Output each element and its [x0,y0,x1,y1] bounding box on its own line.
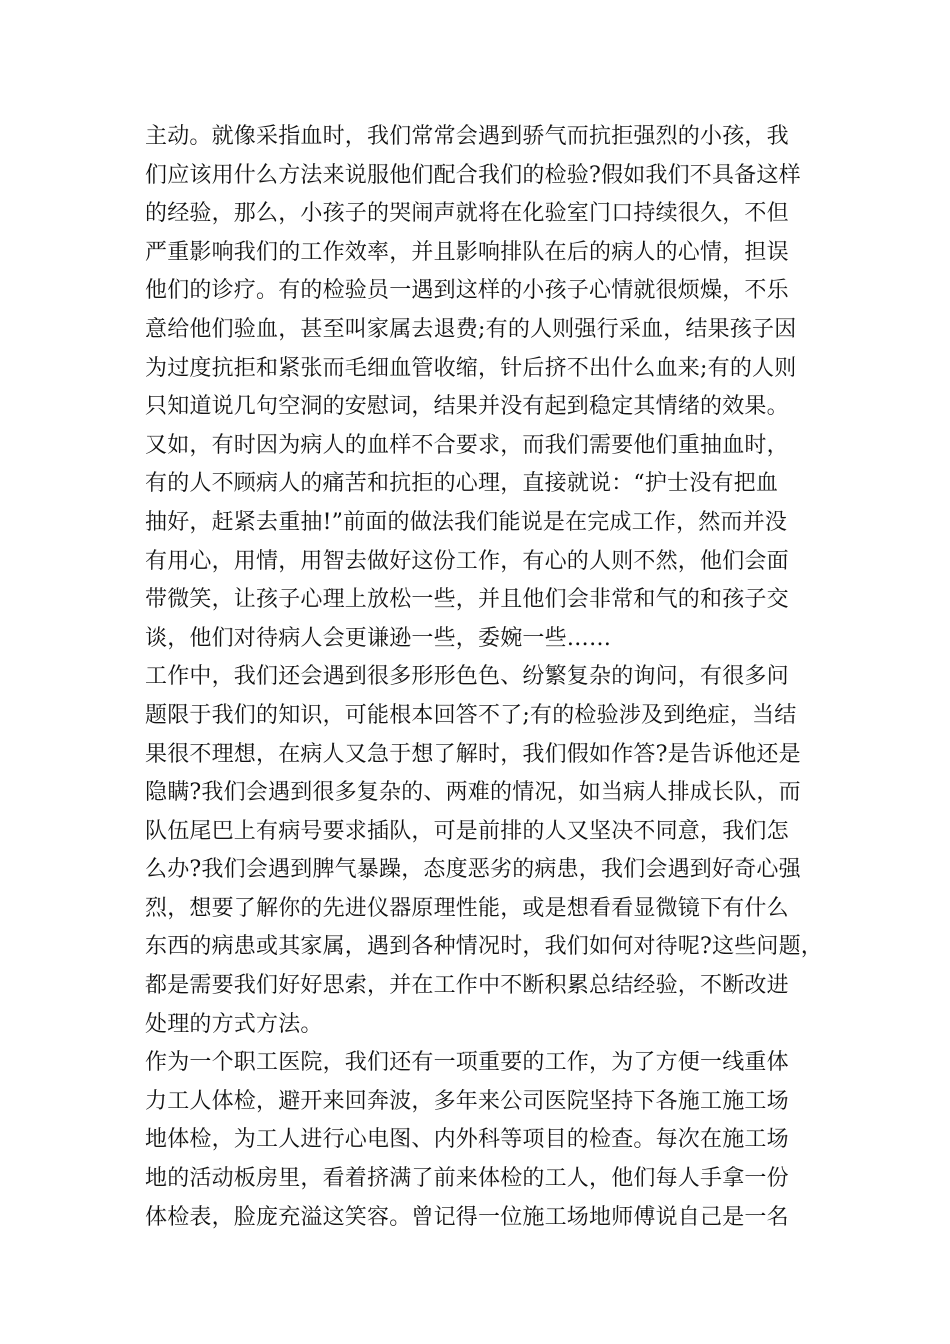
text-line: 的经验，那么，小孩子的哭闹声就将在化验室门口持续很久，不但 [145,201,789,227]
text-line: 为过度抗拒和紧张而毛细血管收缩，针后挤不出什么血来;有的人则 [145,355,797,381]
text-line: 东西的病患或其家属，遇到各种情况时，我们如何对待呢?这些问题， [145,934,823,960]
text-line: 又如，有时因为病人的血样不合要求，而我们需要他们重抽血时， [145,432,789,458]
text-line: 抽好，赶紧去重抽!”前面的做法我们能说是在完成工作，然而并没 [145,509,788,535]
text-line: 体检表，脸庞充溢这笑容。曾记得一位施工场地师傅说自己是一名 [145,1204,789,1230]
text-line: 么办?我们会遇到脾气暴躁，态度恶劣的病患，我们会遇到好奇心强 [145,857,801,883]
text-line: 地体检，为工人进行心电图、内外科等项目的检查。每次在施工场 [145,1127,789,1153]
text-line: 他们的诊疗。有的检验员一遇到这样的小孩子心情就很烦燥，不乐 [145,278,789,304]
text-line: 有用心，用情，用智去做好这份工作，有心的人则不然，他们会面 [145,548,789,574]
text-line: 地的活动板房里，看着挤满了前来体检的工人，他们每人手拿一份 [145,1166,789,1192]
text-line: 烈，想要了解你的先进仪器原理性能，或是想看看显微镜下有什么 [145,895,789,921]
text-line: 处理的方式方法。 [145,1011,323,1037]
text-line: 严重影响我们的工作效率，并且影响排队在后的病人的心情，担误 [145,239,789,265]
text-line: 只知道说几句空洞的安慰词，结果并没有起到稳定其情绪的效果。 [145,394,789,420]
text-line: 意给他们验血，甚至叫家属去退费;有的人则强行采血，结果孩子因 [145,316,797,342]
text-line: 题限于我们的知识，可能根本回答不了;有的检验涉及到绝症，当结 [145,702,797,728]
text-line: 作为一个职工医院，我们还有一项重要的工作，为了方便一线重体 [145,1050,789,1076]
body-text [145,118,823,1237]
text-line: 主动。就像采指血时，我们常常会遇到骄气而抗拒强烈的小孩，我 [145,124,789,149]
text-line: 带微笑，让孩子心理上放松一些，并且他们会非常和气的和孩子交 [145,587,789,613]
text-line: 都是需要我们好好思索，并在工作中不断积累总结经验，不断改进 [145,973,789,999]
text-line: 们应该用什么方法来说服他们配合我们的检验?假如我们不具备这样 [145,162,801,188]
text-line: 工作中，我们还会遇到很多形形色色、纷繁复杂的询问，有很多问 [145,664,789,690]
text-line: 隐瞒?我们会遇到很多复杂的、两难的情况，如当病人排成长队，而 [145,780,801,806]
text-line: 有的人不顾病人的痛苦和抗拒的心理，直接就说：“护士没有把血 [145,471,779,497]
text-line: 谈，他们对待病人会更谦逊一些，委婉一些…… [145,625,612,651]
text-line: 力工人体检，避开来回奔波，多年来公司医院坚持下各施工施工场 [145,1088,789,1114]
text-line: 果很不理想，在病人又急于想了解时，我们假如作答?是告诉他还是 [145,741,801,767]
text-line: 队伍尾巴上有病号要求插队，可是前排的人又坚决不同意，我们怎 [145,818,789,844]
